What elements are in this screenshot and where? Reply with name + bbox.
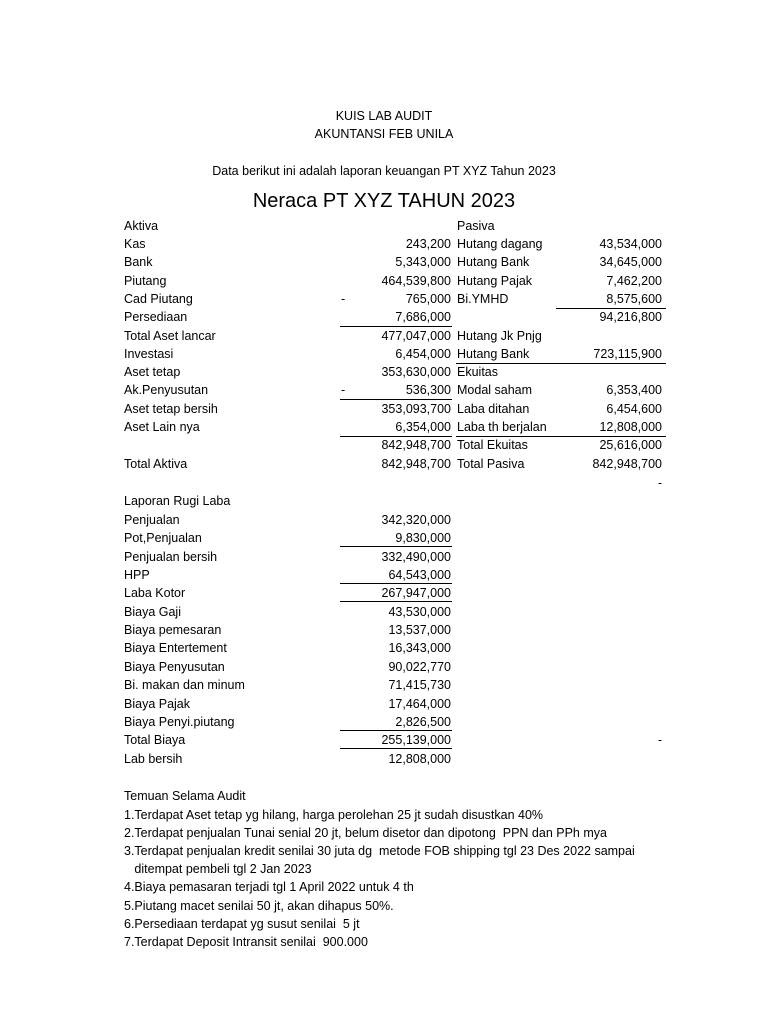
income-value: 17,464,000: [388, 696, 451, 711]
income-value: 2,826,500: [395, 714, 451, 729]
aktiva-value: 477,047,000: [381, 328, 451, 343]
pasiva-value: 25,616,000: [599, 438, 662, 453]
pasiva-value: 842,948,700: [592, 456, 662, 471]
pasiva-trailing-mark: -: [657, 476, 662, 490]
aktiva-label: Cad Piutang: [124, 291, 193, 306]
pasiva-label: Total Pasiva: [457, 456, 525, 471]
income-value: 255,139,000: [381, 733, 451, 748]
income-value: 64,543,000: [388, 568, 451, 583]
aktiva-value: 6,354,000: [395, 420, 451, 434]
income-label: Lab bersih: [124, 751, 183, 766]
pasiva-label: Modal saham: [457, 383, 533, 398]
pasiva-label: Hutang Bank: [457, 346, 530, 361]
pasiva-value: 8,575,600: [606, 291, 662, 306]
income-label: Biaya Entertement: [124, 641, 227, 656]
underline-pot-penjualan: [340, 546, 452, 547]
finding-item: 1.Terdapat Aset tetap yg hilang, harga perolehan 25 jt sudah disustkan 40%: [124, 808, 544, 822]
aktiva-label: Aset Lain nya: [124, 420, 200, 434]
income-label: Laba Kotor: [124, 586, 186, 601]
underline-ak-penyusutan: [340, 399, 452, 400]
aktiva-value: 353,093,700: [381, 401, 451, 416]
pasiva-value: 43,534,000: [599, 237, 662, 251]
pasiva-value: 6,353,400: [606, 383, 662, 398]
income-label: Biaya Gaji: [124, 604, 181, 619]
underline-aset-lain: [340, 436, 452, 437]
aktiva-label: Ak.Penyusutan: [124, 383, 209, 398]
underline-laba-kotor: [340, 601, 452, 602]
aktiva-value: 5,343,000: [395, 255, 451, 270]
underline-bi-ymhd: [556, 308, 666, 309]
aktiva-value: 353,630,000: [381, 365, 451, 380]
income-value: 71,415,730: [388, 678, 451, 693]
finding-item: 4.Biaya pemasaran terjadi tgl 1 April 2022 untuk 4 th: [124, 880, 414, 895]
pasiva-label: Total Ekuitas: [457, 438, 528, 453]
income-label: Pot,Penjualan: [124, 531, 202, 546]
pasiva-value: 12,808,000: [599, 420, 662, 434]
income-side-mark: -: [657, 733, 662, 747]
income-value: 13,537,000: [388, 623, 451, 638]
aktiva-value: 536,300: [405, 383, 451, 398]
aktiva-value: 7,686,000: [395, 310, 451, 325]
pasiva-label: Ekuitas: [457, 365, 498, 380]
income-label: Biaya Penyi.piutang: [124, 714, 235, 729]
aktiva-value: 243,200: [405, 237, 451, 251]
income-statement-heading: Laporan Rugi Laba: [124, 494, 231, 508]
aktiva-label: Total Aktiva: [124, 456, 188, 471]
income-label: Biaya pemesaran: [124, 623, 222, 638]
aktiva-sign: -: [341, 291, 346, 306]
aktiva-label: Kas: [124, 237, 146, 251]
aktiva-value: 6,454,000: [395, 346, 451, 361]
pasiva-value: 34,645,000: [599, 255, 662, 270]
intro-text: Data berikut ini adalah laporan keuangan PT XYZ Tahun 2023: [212, 164, 556, 178]
pasiva-label: Bi.YMHD: [457, 291, 509, 306]
pasiva-value: 723,115,900: [593, 346, 662, 361]
aktiva-label: Piutang: [124, 273, 167, 288]
underline-hutang-bank: [456, 363, 666, 364]
income-label: HPP: [124, 568, 150, 583]
aktiva-value: 842,948,700: [381, 456, 451, 471]
income-value: 16,343,000: [388, 641, 451, 656]
aktiva-label: Bank: [124, 255, 153, 270]
income-label: Penjualan: [124, 513, 180, 527]
underline-persediaan: [340, 326, 452, 327]
finding-item: 7.Terdapat Deposit Intransit senilai 900.000: [124, 934, 368, 949]
pasiva-label: Hutang dagang: [457, 237, 543, 251]
income-label: Total Biaya: [124, 733, 186, 748]
finding-item: ditempat pembeli tgl 2 Jan 2023: [124, 862, 312, 877]
pasiva-value: 6,454,600: [606, 401, 662, 416]
finding-item: 3.Terdapat penjualan kredit senilai 30 juta dg metode FOB shipping tgl 23 Des 2022 sampai: [124, 844, 635, 859]
income-label: Bi. makan dan minum: [124, 678, 245, 693]
aktiva-label: Total Aset lancar: [124, 328, 216, 343]
income-label: Biaya Pajak: [124, 696, 191, 711]
aktiva-label: Persediaan: [124, 310, 188, 325]
pasiva-label: Hutang Jk Pnjg: [457, 328, 542, 343]
header-line-2: AKUNTANSI FEB UNILA: [314, 127, 454, 141]
underline-laba-berjalan: [456, 436, 666, 437]
pasiva-label: Hutang Bank: [457, 255, 530, 270]
income-value: 267,947,000: [381, 586, 451, 601]
aktiva-label: Aset tetap bersih: [124, 401, 218, 416]
income-value: 43,530,000: [388, 604, 451, 619]
underline-total-biaya: [340, 748, 452, 749]
pasiva-value: 94,216,800: [599, 310, 662, 325]
underline-hpp: [340, 583, 452, 584]
aktiva-value: 842,948,700: [381, 438, 451, 453]
pasiva-value: 7,462,200: [606, 273, 662, 288]
pasiva-label: Laba th berjalan: [457, 420, 547, 434]
page-title: Neraca PT XYZ TAHUN 2023: [252, 190, 516, 212]
income-value: 9,830,000: [395, 531, 451, 546]
pasiva-label: Laba ditahan: [457, 401, 530, 416]
aktiva-value: 765,000: [405, 291, 451, 306]
findings-heading: Temuan Selama Audit: [124, 789, 246, 803]
aktiva-label: Investasi: [124, 346, 174, 361]
income-value: 90,022,770: [388, 659, 451, 674]
pasiva-heading: Pasiva: [457, 219, 495, 233]
finding-item: 5.Piutang macet senilai 50 jt, akan dihapus 50%.: [124, 898, 394, 913]
income-label: Penjualan bersih: [124, 549, 218, 564]
income-value: 332,490,000: [381, 549, 451, 564]
aktiva-heading: Aktiva: [124, 219, 159, 233]
income-value: 12,808,000: [388, 751, 451, 766]
aktiva-value: 464,539,800: [381, 273, 451, 288]
income-value: 342,320,000: [381, 513, 451, 527]
finding-item: 2.Terdapat penjualan Tunai senial 20 jt, belum disetor dan dipotong PPN dan PPh mya: [124, 826, 607, 841]
underline-penyi-piutang: [340, 730, 452, 731]
pasiva-label: Hutang Pajak: [457, 273, 533, 288]
header-line-1: KUIS LAB AUDIT: [335, 109, 433, 123]
aktiva-sign: -: [341, 383, 346, 398]
income-label: Biaya Penyusutan: [124, 659, 225, 674]
finding-item: 6.Persediaan terdapat yg susut senilai 5 jt: [124, 916, 360, 931]
aktiva-label: Aset tetap: [124, 365, 181, 380]
